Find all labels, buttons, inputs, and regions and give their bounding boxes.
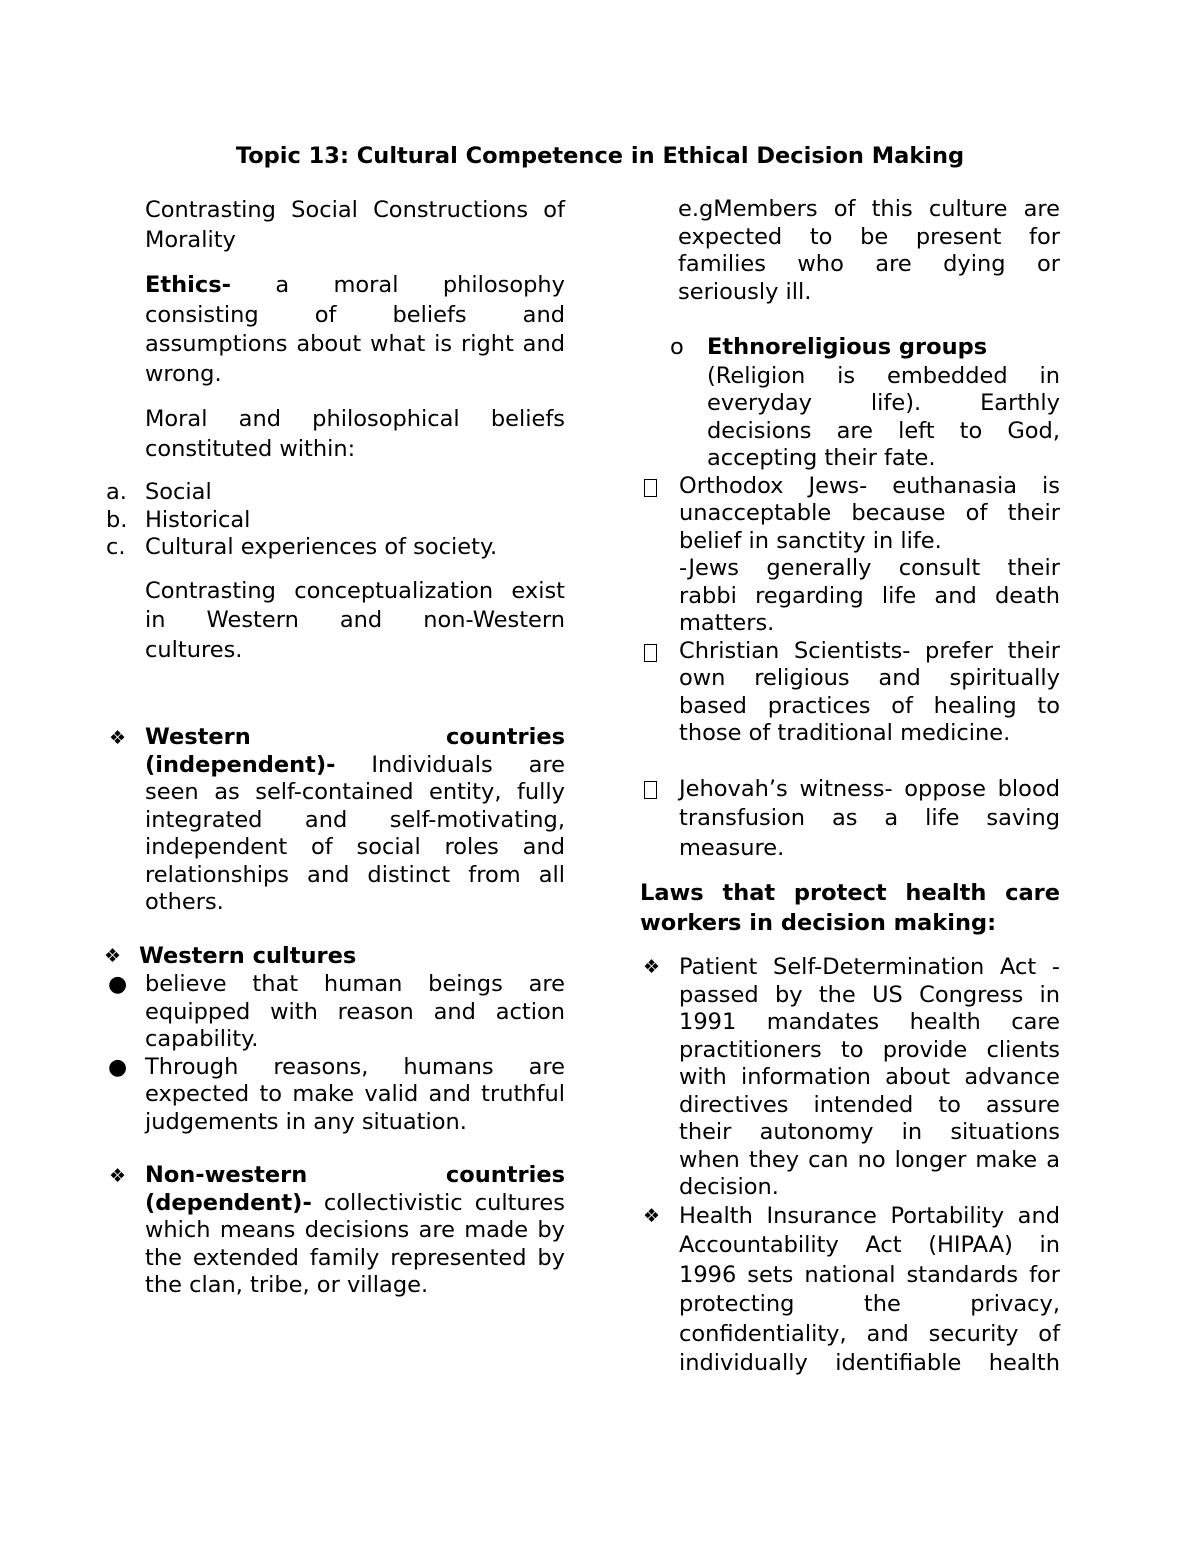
list-item — [106, 1054, 565, 1137]
list-item — [106, 971, 565, 1054]
list-item — [106, 479, 565, 507]
list-item-text: believe that human beings are equipped with reason and action capability. — [145, 971, 565, 1052]
hipaa-text: Health Insurance Portability and Accountability Act (HIPAA) in 1996 sets national standards for protecting the privacy, confidentiality, and security of individually identifiable health — [679, 1202, 1060, 1376]
nonwestern-definition: collectivistic cultures which means decisions are made by the extended family represented by the clan, tribe, or village. — [145, 1189, 565, 1298]
western-countries-text — [145, 724, 565, 917]
psda-item — [640, 954, 1060, 1202]
western-countries-term: Western countries (independent)- — [145, 724, 565, 778]
orthodox-text-2: -Jews generally consult their rabbi regarding life and death matters. — [679, 555, 1060, 636]
moral-intro-paragraph: Moral and philosophical beliefs constituted within: — [145, 406, 565, 462]
ethics-definition: a moral philosophy consisting of beliefs and assumptions about what is right and wrong. — [145, 272, 565, 387]
constituted-list — [106, 479, 565, 562]
ethics-term: Ethics- — [145, 272, 231, 298]
list-item — [106, 534, 565, 562]
western-cultures-heading: Western cultures — [139, 942, 357, 969]
list-marker: a. — [106, 479, 127, 505]
laws-heading: Laws that protect health care workers in decision making: — [640, 880, 1060, 936]
nonwestern-text — [145, 1162, 565, 1300]
jehovah-item — [640, 775, 1060, 864]
list-item-text: Social — [145, 479, 212, 505]
nonwestern-term: Non-western countries (dependent)- — [145, 1162, 565, 1216]
circle-bullet-icon: o — [670, 334, 684, 360]
diamond-bullet-icon: ❖ — [643, 956, 661, 978]
bullet-icon: ● — [108, 972, 128, 997]
diamond-bullet-icon: ❖ — [109, 727, 127, 749]
page-title: Topic 13: Cultural Competence in Ethical Decision Making — [235, 143, 965, 169]
list-item-text: Cultural experiences of society. — [145, 534, 498, 560]
christian-text: Christian Scientists- prefer their own religious and spiritually based practices of healing to those of traditional medicine. — [679, 637, 1060, 746]
christian-item — [640, 638, 1060, 748]
orthodox-text: Orthodox Jews- euthanasia is unacceptable because of their belief in sanctity in life. — [679, 472, 1060, 554]
left-column — [104, 196, 565, 1300]
diamond-bullet-icon: ❖ — [643, 1204, 661, 1227]
orthodox-item — [640, 473, 1060, 638]
list-item-text: Through reasons, humans are expected to make valid and truthful judgements in any situation. — [145, 1053, 565, 1135]
eg-paragraph: e.gMembers of this culture are expected to be present for families who are dying or seriously ill. — [678, 196, 1060, 305]
ethnoreligious-definition: (Religion is embedded in everyday life). Earthly decisions are left to God, accepting their fate. — [707, 362, 1060, 471]
western-countries-item — [106, 724, 565, 917]
nonwestern-item — [106, 1162, 565, 1300]
ethics-paragraph — [145, 271, 565, 389]
psda-text: Patient Self-Determination Act -passed by the US Congress in 1991 mandates health care practitioners to provide clients with information about advance directives intended to assure their autonomy in situations when they can no longer make a decision. — [679, 954, 1060, 1200]
list-marker: b. — [106, 506, 128, 533]
bullet-icon: ● — [108, 1054, 128, 1080]
jehovah-text: Jehovah’s witness- oppose blood transfusion as a life saving measure. — [679, 775, 1060, 861]
contrast-paragraph: Contrasting conceptualization exist in Western and non-Western cultures. — [145, 577, 565, 663]
western-cultures-heading-row — [106, 942, 565, 972]
hipaa-item — [640, 1202, 1060, 1379]
diamond-bullet-icon: ❖ — [109, 1165, 127, 1187]
diamond-bullet-icon: ❖ — [104, 944, 122, 967]
square-bullet-icon — [644, 781, 657, 799]
square-bullet-icon — [644, 479, 657, 497]
square-bullet-icon — [644, 644, 657, 662]
western-countries-definition: Individuals are seen as self-contained entity, fully integrated and self-motivating, independent of social roles and relationships and distinct from all others. — [145, 751, 565, 915]
western-cultures-bullets — [106, 971, 565, 1136]
intro-paragraph: Contrasting Social Constructions of Morality — [145, 197, 565, 253]
list-item-text: Historical — [145, 506, 251, 533]
right-column — [640, 196, 1060, 1379]
ethnoreligious-term: Ethnoreligious groups — [707, 334, 988, 360]
list-marker: c. — [106, 534, 126, 560]
list-item — [106, 507, 565, 535]
ethnoreligious-item — [640, 333, 1060, 473]
